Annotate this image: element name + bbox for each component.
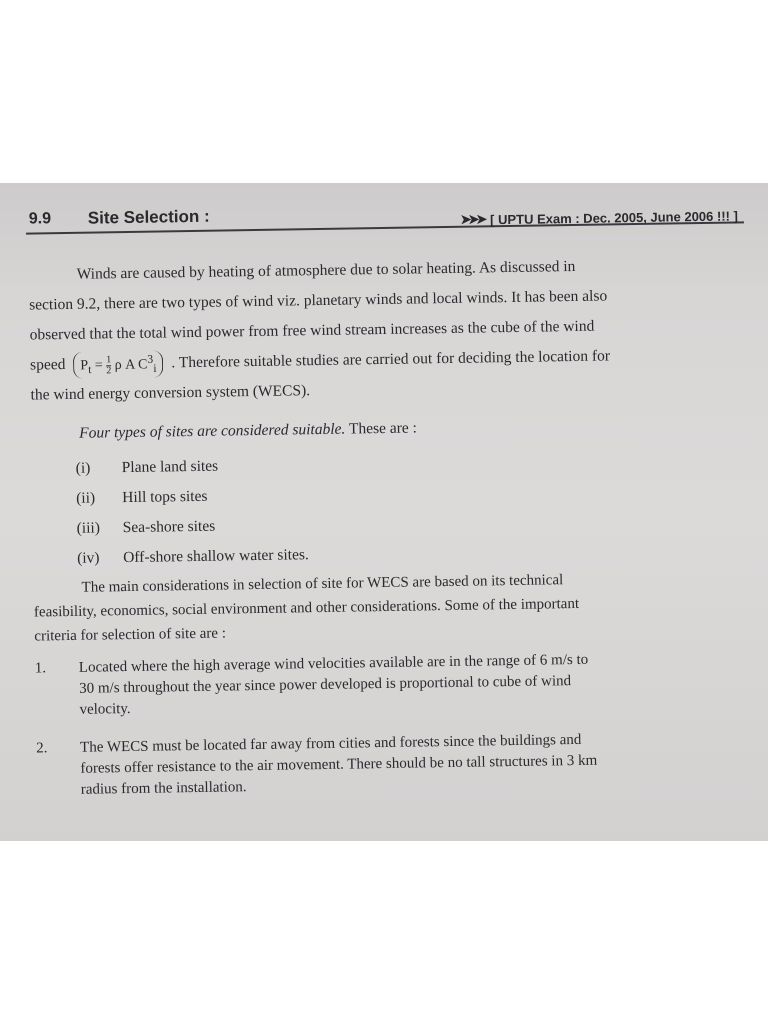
page-photo [0,183,768,841]
section-title: Site Selection : [87,206,210,228]
exam-reference [460,207,738,227]
intro-line-1: Winds are caused by heating of atmosphere due to solar heating. As discussed in [76,257,576,283]
criterion-item: 2. The WECS must be located far away from cities and forests since the buildings and forests offer resistance to the air movement. There should be no tall structures in 3 km radius from the installation. [36,731,598,798]
considerations-line-3: criteria for selection of site are : [34,625,227,645]
list-item: (ii) Hill tops sites [76,487,208,507]
list-item: (iii) Sea-shore sites [76,517,216,537]
intro-line-2: section 9.2, there are two types of wind viz. planetary winds and local winds. It has been also [29,287,608,314]
section-number: 9.9 [28,210,52,228]
considerations-line-2: feasibility, economics, social environment and other considerations. Some of the important [33,595,580,621]
criterion-number: 2. [36,740,48,757]
exam-tag-text: [ UPTU Exam : Dec. 2005, June 2006 !!! ] [489,207,738,227]
considerations-line-1: The main considerations in selection of site for WECS are based on its technical [81,572,564,596]
formula-fraction: $\frac{1}{2}$ [106,353,112,376]
list-item: (i) Plane land sites [75,457,219,477]
book-page [0,183,768,841]
list-item: (iv) Off-shore shallow water sites. [77,546,309,567]
criterion-item: 1. Located where the high average wind velocities available are in the range of 6 m/s to 30 m/s throughout the year since power developed is proportional to cube of wind velocity. [34,651,589,718]
intro-line-4-start: speed [29,355,66,374]
types-intro-italic: Four types of sites are considered suitable. [79,420,346,442]
intro-paragraph [28,249,742,410]
intro-line-5: the wind energy conversion system (WECS). [30,382,311,404]
considerations-paragraph [33,565,746,648]
criterion-number: 1. [34,660,47,677]
arrow-icon: ➤➤➤ [460,211,485,227]
intro-line-4-end: . Therefore suitable studies are carried out for deciding the location for [171,347,611,372]
types-intro-rest: These are : [345,419,418,438]
wind-power-formula: $P_t$ = $\frac{1}{2}$ ρ A $C^3_i$ [73,350,164,379]
types-intro [31,411,743,446]
intro-line-3: observed that the total wind power from free wind stream increases as the cube of the wind [29,317,595,344]
